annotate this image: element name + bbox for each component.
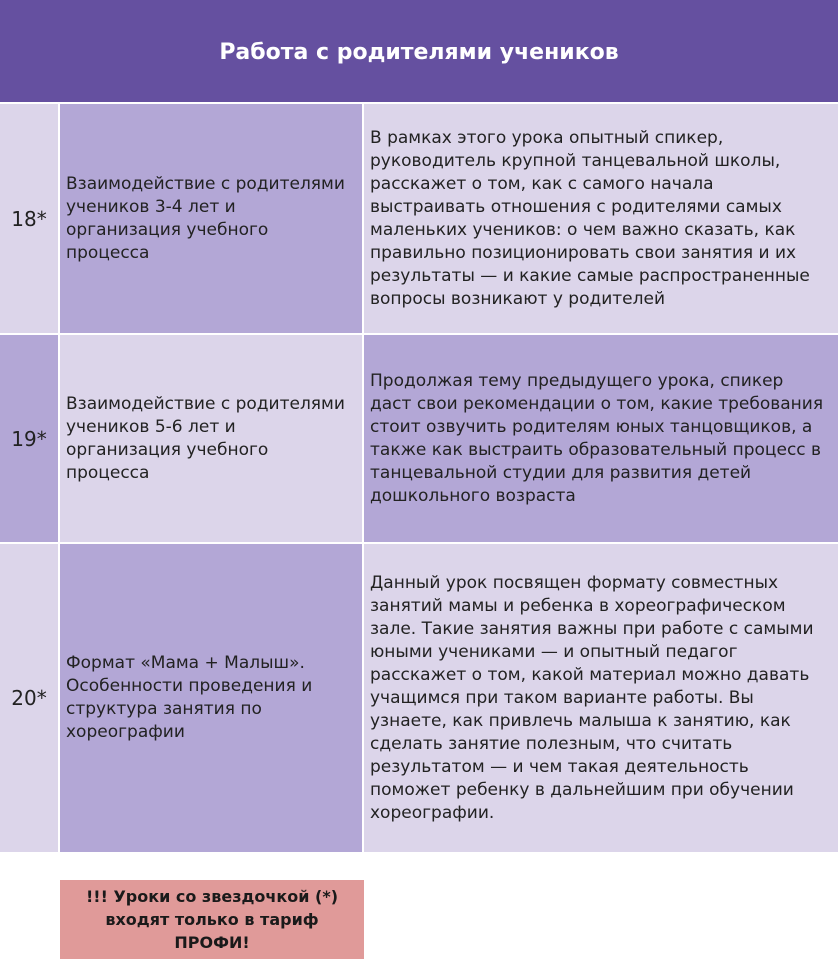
lesson-number: 20* [0,544,58,852]
lesson-number: 19* [0,335,58,542]
lesson-title: Взаимодействие с родителями учеников 3-4 лет и организация учебного процесса [60,104,362,333]
table-row [0,104,838,333]
lesson-description: Продолжая тему предыдущего урока, спикер даст свои рекомендации о том, какие требования стоит озвучить родителям юных танцовщиков, а также как выстраить образовательный процесс в танцевальной студии для развития детей дошкольного возраста [364,335,838,542]
tariff-note: !!! Уроки со звездочкой (*) входят только в тариф ПРОФИ! [60,880,364,959]
lesson-title: Формат «Мама + Малыш». Особенности проведения и структура занятия по хореографии [60,544,362,852]
table-row [0,335,838,542]
lesson-number: 18* [0,104,58,333]
lesson-title: Взаимодействие с родителями учеников 5-6 лет и организация учебного процесса [60,335,362,542]
lesson-description: Данный урок посвящен формату совместных занятий мамы и ребенка в хореографическом зале. Такие занятия важны при работе с самыми юными учениками — и опытный педагог расскажет о том, какой материал можно давать учащимся при таком варианте работы. Вы узнаете, как привлечь малыша к занятию, как сделать занятие полезным, что считать результатом — и чем такая деятельность поможет ребенку в дальнейшим при обучении хореографии. [364,544,838,852]
lesson-description: В рамках этого урока опытный спикер, руководитель крупной танцевальной школы, расскажет о том, как с самого начала выстраивать отношения с родителями самых маленьких учеников: о чем важно сказать, как правильно позиционировать свои занятия и их результаты — и какие самые распространенные вопросы возникают у родителей [364,104,838,333]
table-header [0,0,838,102]
table-row [0,544,838,852]
page-title: Работа с родителями учеников [219,39,619,65]
